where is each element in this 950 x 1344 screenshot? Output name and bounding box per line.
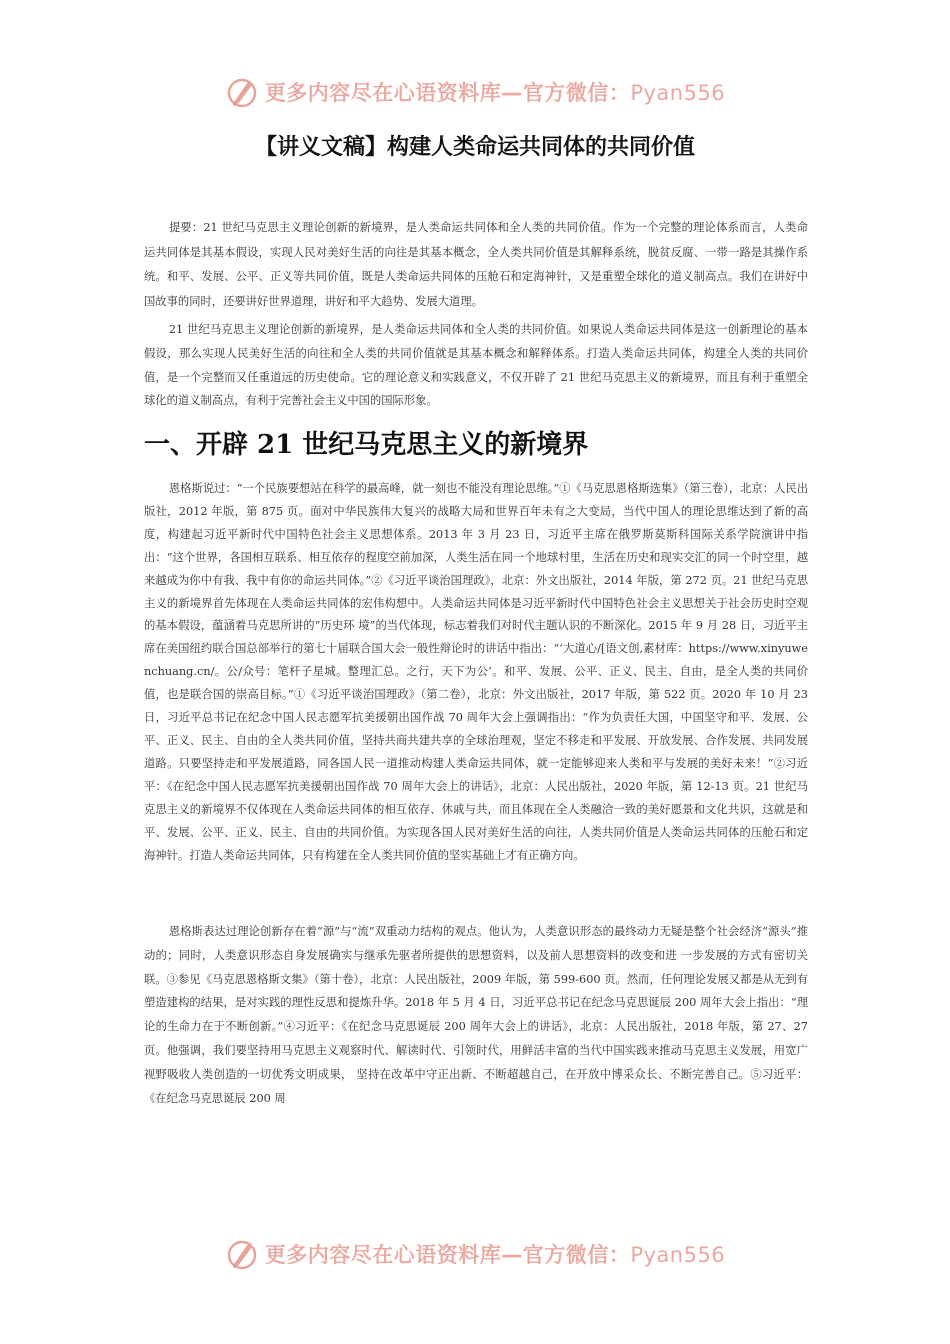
body-paragraph-2: 恩格斯表达过理论创新存在着“源”与“流”双重动力结构的观点。他认为，人类意识形态的最终动力无疑是整个社会经济“源头”推动的；同时，人类意识形态自身发展确实与继承先驱者所提供的思想资料，以及前人思想资料的改变和进 一步发展的方式有密切关联。③参见《马克思恩格斯文集》（第十卷），北京：人民出版社，2009 年版，第 599-600 页。然而，任何理论发展又都是从无到有塑造建构的结果，是对实践的理性反思和提炼升华。2018 年 5 月 4 日，习近平总书记在纪念马克思诞辰 200 周年大会上指出：“理论的生命力在于不断创新。”④习近平：《在纪念马克思诞辰 200 周年大会上的讲话》，北京：人民出版社，2018 年版，第 27、27 页。他强调，我们要坚持用马克思主义观察时代、解读时代、引领时代，用鲜活丰富的当代中国实践来推动马克思主义发展，用宽广视野吸收人类创造的一切优秀文明成果， 坚持在改革中守正出新、不断超越自己，在开放中博采众长、不断完善自己。⑤习近平：《在纪念马克思诞辰 200 周 — [144, 925, 808, 1105]
watermark-text: 更多内容尽在心语资料库—官方微信：Pyan556 — [264, 1243, 726, 1267]
document-title: 【讲义文稿】构建人类命运共同体的共同价值 — [254, 135, 695, 160]
pen-on-circle-logo-icon — [225, 75, 259, 109]
watermark-footer — [0, 1234, 950, 1274]
intro-paragraph: 21 世纪马克思主义理论创新的新境界，是人类命运共同体和全人类的共同价值。如果说人类命运共同体是这一创新理论的基本假设，那么实现人民美好生活的向往和全人类的共同价值就是其基本概念和解释体系。打造人类命运共同体，构建全人类的共同价值，是一个完整而又任重道远的历史使命。它的理论意义和实践意义，不仅开辟了 21 世纪马克思主义的新境界，而且有利于重塑全球化的道义制高点，有利于完善社会主义中国的国际形象。 — [144, 323, 808, 408]
watermark-text: 更多内容尽在心语资料库—官方微信：Pyan556 — [264, 81, 726, 105]
abstract-paragraph: 提要：21 世纪马克思主义理论创新的新境界，是人类命运共同体和全人类的共同价值。作为一个完整的理论体系而言，人类命运共同体是其基本假设，实现人民对美好生活的向往是其基本概念，全人类共同价值是其解释系统，脱贫反腐、一带一路是其操作系统。和平、发展、公平、正义等共同价值，既是人类命运共同体的压舱石和定海神针，又是重塑全球化的道义制高点。我们在讲好中国故事的同时，还要讲好世界道理，讲好和平大趋势、发展大道理。 — [144, 221, 808, 308]
section-heading: 一、开辟 21 世纪马克思主义的新境界 — [144, 430, 589, 460]
watermark-code: Pyan556 — [630, 1243, 726, 1267]
watermark-header — [0, 72, 950, 112]
watermark-code: Pyan556 — [630, 81, 726, 105]
body-paragraph-1: 恩格斯说过：“一个民族要想站在科学的最高峰，就一刻也不能没有理论思维。”①《马克思恩格斯选集》（第三卷），北京：人民出版社，2012 年版，第 875 页。面对中华民族伟大复兴的战略大局和世界百年未有之大变局，当代中国人的理论思维达到了新的高度，构建起习近平新时代中国特色社会主义思想体系。2013 年 3 月 23 日，习近平主席在俄罗斯莫斯科国际关系学院演讲中指出：“这个世界，各国相互联系、相互依存的程度空前加深，人类生活在同一个地球村里，生活在历史和现实交汇的同一个时空里，越来越成为你中有我、我中有你的命运共同体。”②《习近平谈治国理政》，北京：外文出版社，2014 年版，第 272 页。21 世纪马克思主义的新境界首先体现在人类命运共同体的宏伟构想中。人类命运共同体是习近平新时代中国特色社会主义思想关于社会历史时空观的基本假设，蕴涵着马克思所讲的“历史环 境”的当代体现，标志着我们对时代主题认识的不断深化。2015 年 9 月 28 日，习近平主席在美国纽约联合国总部举行的第七十届联合国大会一般性辩论时的讲话中指出：“‘大道心/[语文创,素材库：https://www.xinyuwenchuang.cn/。公/众号：笔杆子星城。整理汇总。之行，天下为公’。和平、发展、公平、正义、民主、自由，是全人类的共同价值，也是联合国的崇高目标。”①《习近平谈治国理政》（第二卷），北京：外文出版社，2017 年版，第 522 页。2020 年 10 月 23 日，习近平总书记在纪念中国人民志愿军抗美援朝出国作战 70 周年大会上强调指出：“作为负责任大国，中国坚守和平、发展、公平、正义、民主、自由的全人类共同价值，坚持共商共建共享的全球治理观，坚定不移走和平发展、开放发展、合作发展、共同发展道路。只要坚持走和平发展道路，同各国人民一道推动构建人类命运共同体，就一定能够迎来人类和平与发展的美好未来！”②习近平：《在纪念中国人民志愿军抗美援朝出国作战 70 周年大会上的讲话》，北京：人民出版社，2020 年版，第 12-13 页。21 世纪马克思主义的新境界不仅体现在人类命运共同体的相互依存、休戚与共，而且体现在全人类融洽一致的美好愿景和文化共识，这就是和平、发展、公平、正义、民主、自由的共同价值。为实现各国人民对美好生活的向往，人类共同价值是人类命运共同体的压舱石和定海神针。打造人类命运共同体，只有构建在全人类共同价值的坚实基础上才有正确方向。 — [144, 482, 808, 862]
pen-on-circle-logo-icon — [225, 1237, 259, 1271]
